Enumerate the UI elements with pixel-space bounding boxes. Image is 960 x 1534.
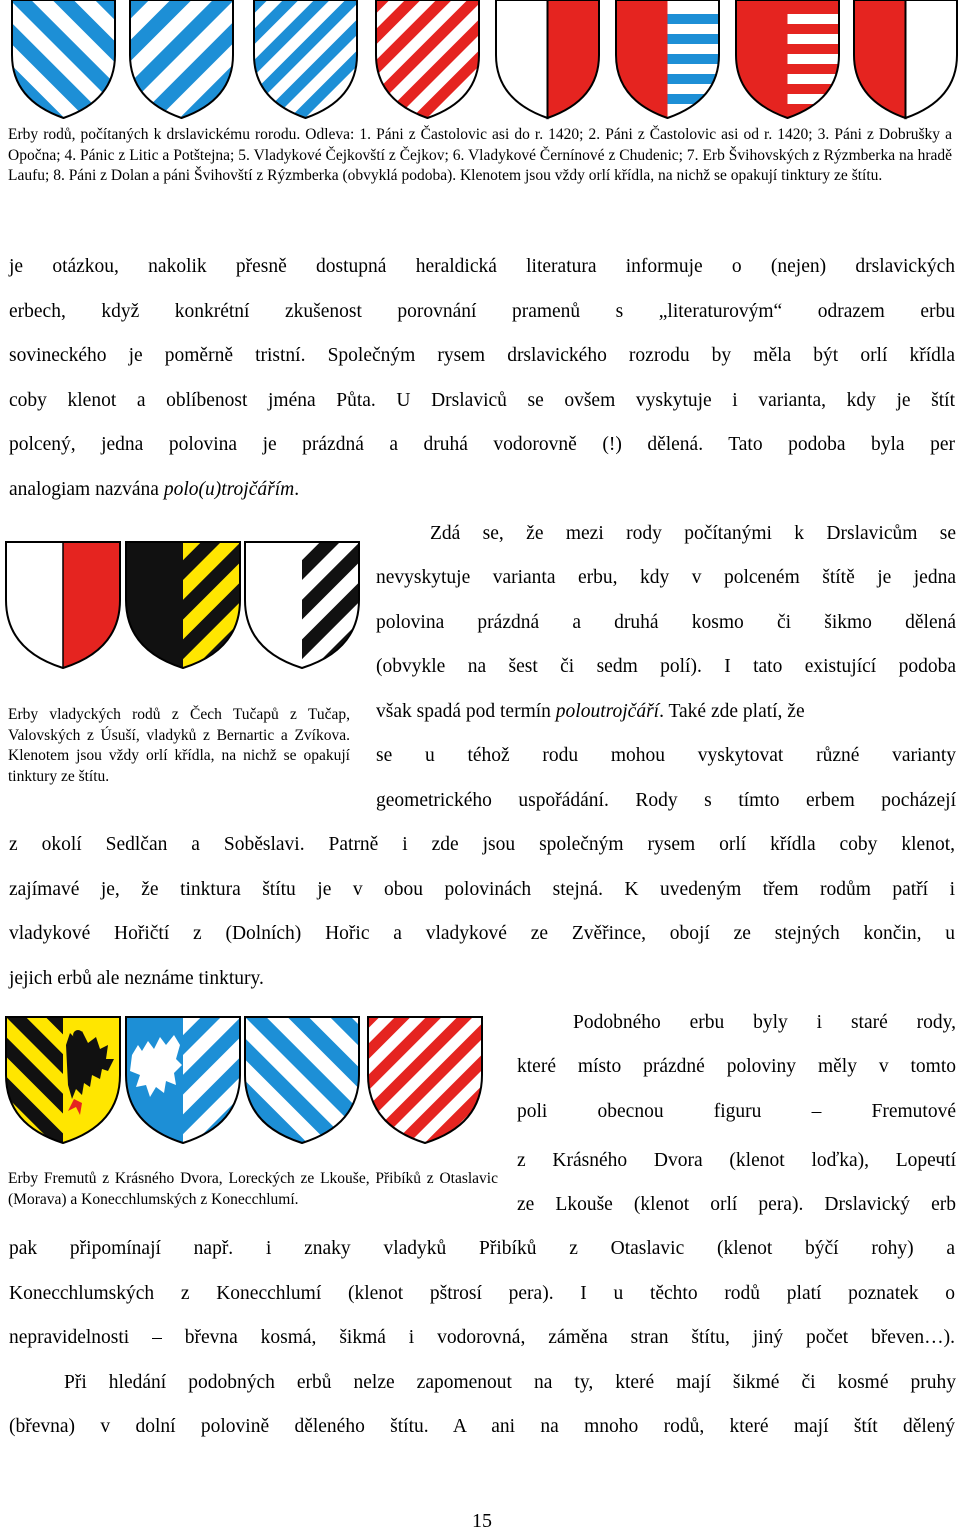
shield-fremut-eagle-yellow-black [4,1015,122,1145]
shield-5-white-red-per-pale [494,0,601,120]
shield-4-red-bendy [374,0,481,120]
shield-3-blue-bendy-narrow [252,0,359,120]
para2-full-4: jejich erbů ale neznáme tinktury. [9,968,264,989]
para3-full-2: Konecchlumských z Konecchlumí (klenot pštrosí pera). I u těchto rodů platí poznatek o [9,1283,955,1304]
para3-full-3: nepravidelnosti – břevna kosmá, šikmá i vodorovná, záměna stran štítu, jiný počet břeven…). [9,1327,955,1348]
shield-tucap-red [4,540,122,670]
para2-line-7: geometrického uspořádání. Rody s tímto erbem pocházejí [376,790,956,811]
shield-lorecky-eagle-blue-white [124,1015,242,1145]
para3-line-1: Podobného erbu byly i staré rody, [573,1012,956,1033]
shield-8-red-white-per-pale [852,0,959,120]
para2-line-4: (obvykle na šest či sedm polí). I tato existující podoba [376,656,956,677]
bottom-caption: Erby Fremutů z Krásného Dvora, Loreckých ze Lkouše, Přibíků z Otaslavic (Morava) a Konecchlumských z Konecchlumí. [8,1170,498,1208]
shield-6-red-blue-barry [614,0,721,120]
para2-full-2: zajímavé je, že tinktura štítu je v obou polovinách stejná. K uvedeným třem rodům patří i [9,879,955,900]
shield-bernartic-white-black [243,540,361,670]
para1-line-6 [9,479,955,501]
para2-line-1: Zdá se, že mezi rody počítanými k Drslavicům se [430,523,956,544]
mid-caption: Erby vladyckých rodů z Čech Tučapů z Tučap, Valovských z Úsuší, vladyků z Bernartic a Zvíkova. Klenotem jsou vždy orlí křídla, na nichž se opakují tinktury ze štítu. [8,706,350,785]
para2-line-5-text: však spadá pod termín [376,701,556,722]
para3-line-5: ze Lkouše (klenot orlí pera). Drslavický erb [517,1194,956,1215]
para2-full-1: z okolí Sedlčan a Soběslavi. Patrně i zde jsou společným rysem orlí křídla coby klenot, [9,834,955,855]
para2-line-5-prefix [376,701,805,723]
shield-valovsky-black-yellow [124,540,242,670]
para1-line-2: erbech, když konkrétní zkušenost porovnání pramenů s „literaturovým“ odrazem erbu [9,301,955,322]
para1-italic-term: polo(u)trojčářím [163,479,295,500]
para1-line-5: polcený, jedna polovina je prázdná a druhá vodorovně (!) dělená. Tato podoba byla per [9,434,955,455]
para2-line-2: nevyskytuje varianta erbu, kdy v polceném štítě je jedna [376,567,956,588]
shield-7-red-white-barry [734,0,841,120]
para3-line-4: z Krásného Dvora (klenot loďka), Loречtí [517,1150,956,1171]
para3-full-1: pak připomínají např. i znaky vladyků Přibíků z Otaslavic (klenot býčí rohy) a [9,1238,955,1259]
shield-konecchlumsky-red-bendy [366,1015,484,1145]
para1-line-1: je otázkou, nakolik přesně dostupná heraldická literatura informuje o (nejen) drslavických [9,256,955,277]
para2-after-italic: . Také zde platí, že [659,701,805,722]
shield-2-blue-bendy-sinister [128,0,235,120]
para2-italic-term: poloutrojčáří [555,701,660,722]
para2-line-6: se u téhož rodu mohou vyskytovat různé varianty [376,745,956,766]
para2-line-5 [376,701,956,723]
shield-pribik-blue-bendy [243,1015,361,1145]
para1-line-4: coby klenot a oblíbenost jména Půta. U Drslaviců se ovšem vyskytuje i varianta, kdy je štít [9,390,955,411]
para3-line-2: které místo prázdné poloviny měly v tomto [517,1056,956,1077]
shield-1-blue-bendy [10,0,117,120]
para1-line-3: sovineckého je poměrně tristní. Společným rysem drslavického rozrodu by měla být orlí křídla [9,345,955,366]
para2-line-3: polovina prázdná a druhá kosmo či šikmo dělená [376,612,956,633]
para1-line-6-text: analogiam nazvána [9,479,164,500]
para1-end: . [294,479,300,500]
para2-full-3: vladykové Hořičtí z (Dolních) Hořic a vladykové ze Zvěřince, obojí ze stejných končin, u [9,923,955,944]
para4-line-2: (břevna) v dolní polovině děleného štítu. A ani na mnoho rodů, které mají štít dělený [9,1416,955,1437]
page-number: 15 [472,1510,492,1532]
top-caption: Erby rodů, počítaných k drslavickému rorodu. Odleva: 1. Páni z Častolovic asi do r. 1420; 2. Páni z Častolovic asi od r. 1420; 3. Páni z Dobrušky a Opočna; 4. Pánic z Litic a Potštejna; 5. Vladykové Čejkovští z Čejkov; 6. Vladykové Černínové z Chudenic; 7. Erb Švihovských z Rýzmberka na hradě Laufu; 8. Páni z Dolan a páni Švihovští z Rýzmberka (obvyklá podoba). Klenotem jsou vždy orlí křídla, na nichž se opakují tinktury ze štítu. [8,126,952,184]
para3-line-3: poli obecnou figuru – Fremutové [517,1101,956,1122]
para4-line-1: Při hledání podobných erbů nelze zapomenout na ty, které mají šikmé či kosmé pruhy [64,1372,956,1393]
